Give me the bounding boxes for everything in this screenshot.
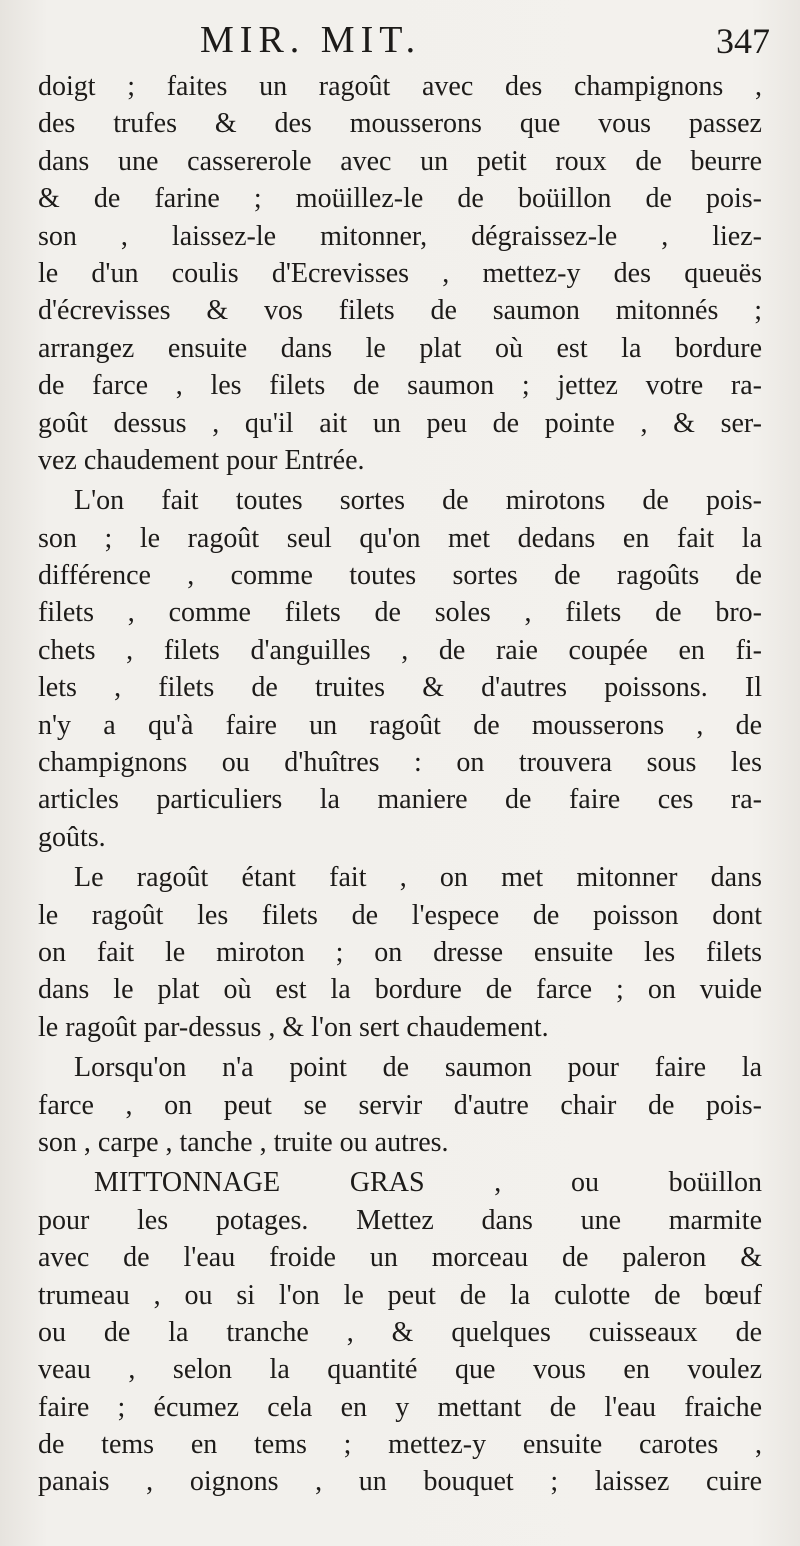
text-line: veau , selon la quantité que vous en voulez xyxy=(38,1354,762,1386)
text-line: de tems en tems ; mettez-y ensuite carotes , xyxy=(38,1429,762,1461)
text-line: L'on fait toutes sortes de mirotons de pois- xyxy=(74,485,762,517)
text-line: dans le plat où est la bordure de farce ; on vuide xyxy=(38,974,762,1006)
text-line: différence , comme toutes sortes de ragoûts de xyxy=(38,560,762,592)
text-line: faire ; écumez cela en y mettant de l'eau fraiche xyxy=(38,1391,762,1423)
text-line: de farce , les filets de saumon ; jettez votre ra- xyxy=(38,370,762,402)
text-line: champignons ou d'huîtres : on trouvera sous les xyxy=(38,747,762,779)
paragraph xyxy=(38,859,762,1046)
text-line: articles particuliers la maniere de faire ces ra- xyxy=(38,784,762,816)
text-line: lets , filets de truites & d'autres poissons. Il xyxy=(38,672,762,704)
text-line: le ragoût les filets de l'espece de poisson dont xyxy=(38,899,762,931)
body-text xyxy=(38,68,762,1501)
page-number: 347 xyxy=(716,21,770,61)
text-line: des trufes & des mousserons que vous passez xyxy=(38,108,762,140)
text-line: MITTONNAGE GRAS , ou boüillon xyxy=(94,1167,762,1199)
text-line: trumeau , ou si l'on le peut de la culotte de bœuf xyxy=(38,1279,762,1311)
text-line: son ; le ragoût seul qu'on met dedans en fait la xyxy=(38,522,762,554)
text-line: n'y a qu'à faire un ragoût de mousserons , de xyxy=(38,709,762,741)
text-line: goûts. xyxy=(38,821,106,853)
text-line: panais , oignons , un bouquet ; laissez cuire xyxy=(38,1466,762,1498)
text-line: vez chaudement pour Entrée. xyxy=(38,444,365,476)
text-line: son , carpe , tanche , truite ou autres. xyxy=(38,1126,449,1158)
running-head: MIR. MIT. xyxy=(200,19,422,61)
text-line: chets , filets d'anguilles , de raie coupée en fi- xyxy=(38,634,762,666)
text-line: & de farine ; moüillez-le de boüillon de pois- xyxy=(38,183,762,215)
text-line: goût dessus , qu'il ait un peu de pointe , & ser- xyxy=(38,407,762,439)
text-line: on fait le miroton ; on dresse ensuite les filets xyxy=(38,936,762,968)
text-line: avec de l'eau froide un morceau de paleron & xyxy=(38,1242,762,1274)
text-line: filets , comme filets de soles , filets de bro- xyxy=(38,597,762,629)
text-line: arrangez ensuite dans le plat où est la bordure xyxy=(38,332,762,364)
page-header xyxy=(0,18,800,74)
text-line: son , laissez-le mitonner, dégraissez-le , liez- xyxy=(38,220,762,252)
text-line: dans une cassererole avec un petit roux de beurre xyxy=(38,145,762,177)
text-line: pour les potages. Mettez dans une marmite xyxy=(38,1204,762,1236)
text-line: le ragoût par-dessus , & l'on sert chaudement. xyxy=(38,1011,549,1043)
paragraph xyxy=(38,68,762,479)
paragraph xyxy=(38,1049,762,1161)
text-line: d'écrevisses & vos filets de saumon mitonnés ; xyxy=(38,295,762,327)
text-line: le d'un coulis d'Ecrevisses , mettez-y des queuës xyxy=(38,257,762,289)
paragraph xyxy=(38,482,762,856)
text-line: doigt ; faites un ragoût avec des champignons , xyxy=(38,71,762,102)
text-line: Le ragoût étant fait , on met mitonner dans xyxy=(74,862,762,894)
text-line: farce , on peut se servir d'autre chair de pois- xyxy=(38,1089,762,1121)
paragraph xyxy=(38,1164,762,1501)
text-line: ou de la tranche , & quelques cuisseaux de xyxy=(38,1316,762,1348)
text-line: Lorsqu'on n'a point de saumon pour faire la xyxy=(74,1052,762,1084)
